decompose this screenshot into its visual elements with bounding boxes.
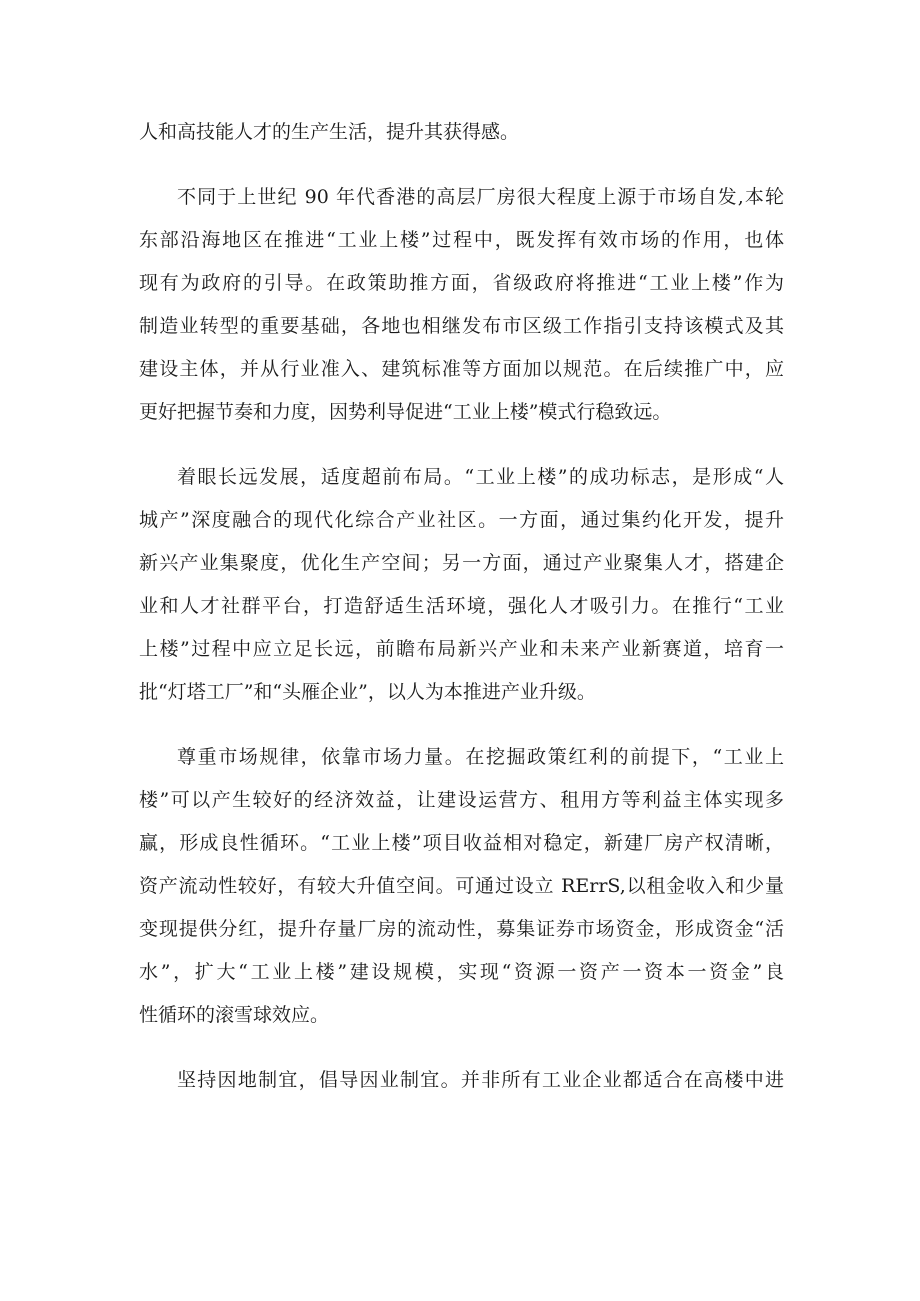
text-line: 业和人才社群平台，打造舒适生活环境，强化人才吸引力。在推行“工业 [139,595,784,617]
text-line: 批“灯塔工厂”和“头雁企业”，以人为本推进产业升级。 [139,681,596,703]
text-line: 楼”可以产生较好的经济效益，让建设运营方、租用方等利益主体实现多 [139,789,784,811]
text-line: 尊重市场规律，依靠市场力量。在挖掘政策红利的前提下，“工业上 [177,746,784,768]
text-line: 着眼长远发展，适度超前布局。“工业上楼”的成功标志，是形成“人 [177,466,784,488]
text-line: 坚持因地制宜，倡导因业制宜。并非所有工业企业都适合在高楼中进 [177,1069,784,1091]
text-line: 东部沿海地区在推进“工业上楼”过程中，既发挥有效市场的作用，也体 [139,229,784,251]
text-line: 新兴产业集聚度，优化生产空间；另一方面，通过产业聚集人才，搭建企 [139,552,784,574]
text-line: 变现提供分红，提升存量厂房的流动性，募集证券市场资金，形成资金“活 [139,918,784,940]
text-line: 人和高技能人才的生产生活，提升其获得感。 [139,121,520,143]
text-line: 制造业转型的重要基础，各地也相继发布市区级工作指引支持该模式及其 [139,315,784,337]
text-line: 不同于上世纪 90 年代香港的高层厂房很大程度上源于市场自发,本轮 [177,186,784,208]
text-line: 水”，扩大“工业上楼”建设规模，实现“资源一资产一资本一资金”良 [139,961,784,983]
text-line: 上楼”过程中应立足长远，前瞻布局新兴产业和未来产业新赛道，培育一 [139,638,784,660]
text-line: 建设主体，并从行业准入、建筑标准等方面加以规范。在后续推广中，应 [139,358,784,380]
text-line: 赢，形成良性循环。“工业上楼”项目收益相对稳定，新建厂房产权清晰， [139,832,784,854]
text-line: 性循环的滚雪球效应。 [139,1004,330,1026]
text-line: 更好把握节奏和力度，因势利导促进“工业上楼”模式行稳致远。 [139,401,672,423]
text-line: 资产流动性较好，有较大升值空间。可通过设立 RErrS,以租金收入和少量 [139,875,784,897]
text-line: 现有为政府的引导。在政策助推方面，省级政府将推进“工业上楼”作为 [139,272,784,294]
text-line: 城产”深度融合的现代化综合产业社区。一方面，通过集约化开发，提升 [139,509,784,531]
